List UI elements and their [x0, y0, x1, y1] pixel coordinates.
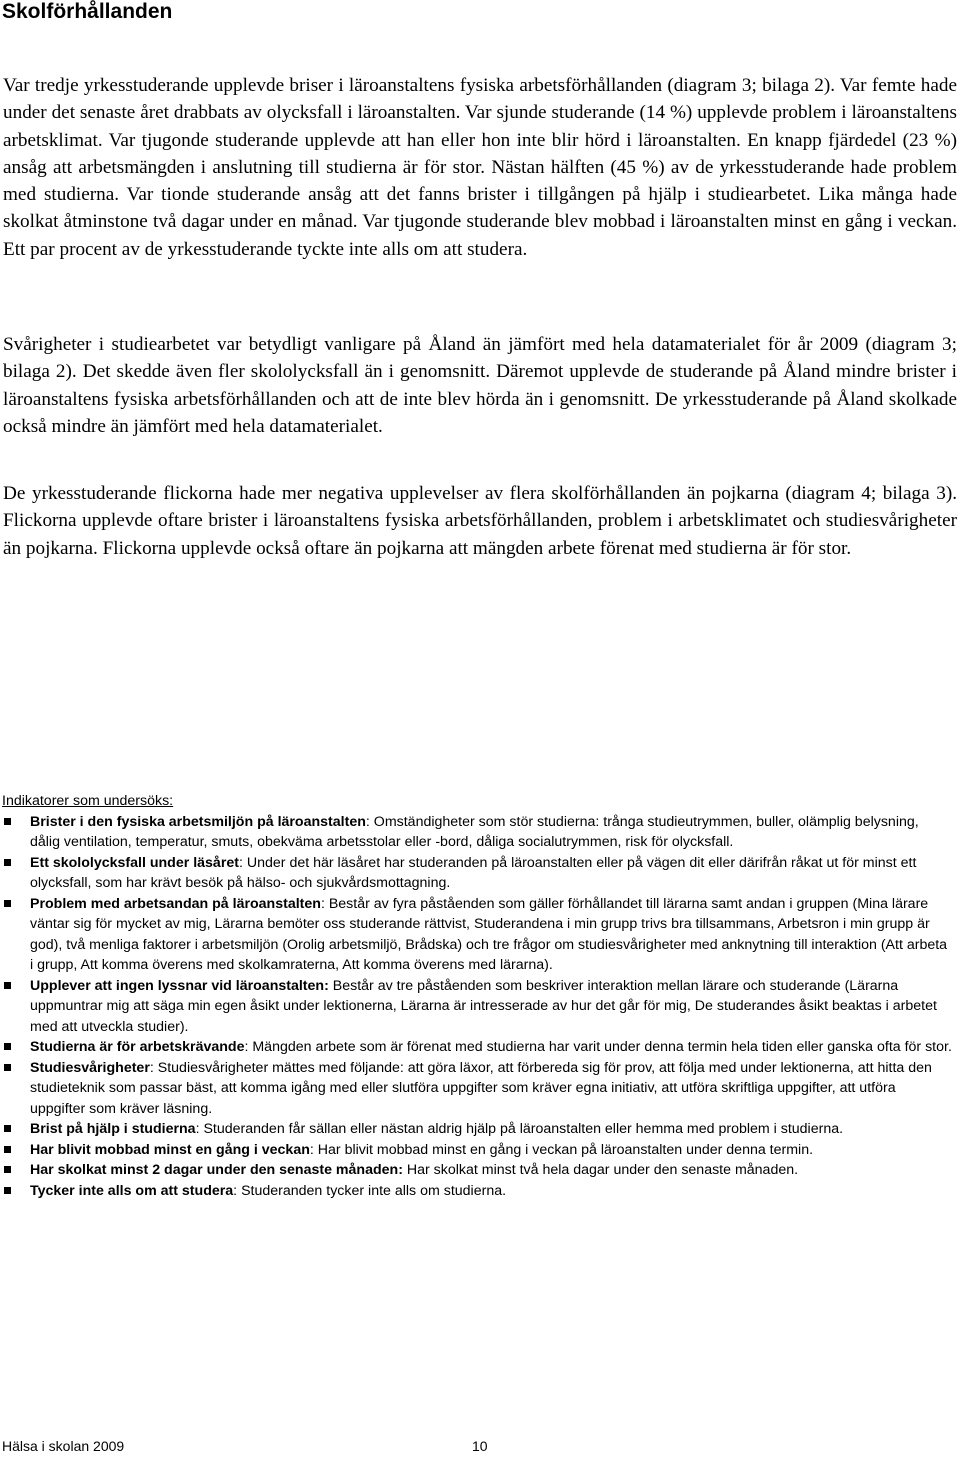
footer-page-number: 10 — [472, 1438, 488, 1454]
indicator-term: Brister i den fysiska arbetsmiljön på läroanstalten — [30, 813, 366, 830]
indicators-section — [2, 791, 952, 1201]
square-bullet-icon — [4, 1187, 11, 1194]
indicator-term: Har blivit mobbad minst en gång i veckan — [30, 1141, 310, 1158]
indicator-term: Studiesvårigheter — [30, 1059, 150, 1076]
indicator-description: Studiesvårigheter mättes med följande: att göra läxor, att förbereda sig för prov, att följa med under lektionerna, att hitta den studieteknik som passar bäst, att komma igång med eller slutföra uppgifter som kräver egna initiativ, att utföra skriftliga uppgifter, att utföra uppgifter som kräver läsning. — [30, 1059, 932, 1117]
indicator-item — [2, 1181, 952, 1202]
indicator-description: Studeranden tycker inte alls om studierna. — [237, 1182, 507, 1199]
footer-publication: Hälsa i skolan 2009 — [2, 1438, 125, 1454]
indicator-term: Upplever att ingen lyssnar vid läroanstalten: — [30, 977, 329, 994]
indicator-item — [2, 1140, 952, 1161]
indicator-item — [2, 1119, 952, 1140]
indicator-term: Problem med arbetsandan på läroanstalten — [30, 895, 321, 912]
indicator-description: Har blivit mobbad minst en gång i veckan på läroanstalten under denna termin. — [313, 1141, 814, 1158]
square-bullet-icon — [4, 859, 11, 866]
square-bullet-icon — [4, 1146, 11, 1153]
indicator-item — [2, 976, 952, 1038]
indicator-item — [2, 812, 952, 853]
square-bullet-icon — [4, 900, 11, 907]
page-title: Skolförhållanden — [2, 0, 173, 23]
indicator-term: Brist på hjälp i studierna — [30, 1121, 196, 1137]
indicator-item — [2, 894, 952, 976]
indicator-item — [2, 1160, 952, 1181]
indicator-separator: : — [238, 854, 243, 871]
indicator-separator: : — [195, 1121, 200, 1137]
indicator-separator: : — [244, 1039, 249, 1055]
indicator-item — [2, 1037, 952, 1058]
indicator-separator: : — [149, 1059, 154, 1076]
indicator-description: Består av fyra påståenden som gäller förhållandet till lärarna samt andan i gruppen (Mina lärare väntar sig för mycket av mig, Lärarna bemöter oss studerande rättvist, Studerandena i min grupp trivs bra tillsammans, Arbetsron i min grupp är god), två menliga faktorer i arbetsmiljön (Orolig arbetsmiljö, Brådska) och tre frågor om studiesvårigheter med anknytning till interaktion (Att arbeta i grupp, Att komma överens med skolkamraterna, Att komma överens med lärarna). — [30, 895, 948, 973]
square-bullet-icon — [4, 818, 11, 825]
indicator-term: Studierna är för arbetskrävande — [30, 1039, 245, 1055]
indicator-term: Har skolkat minst 2 dagar under den senaste månaden: — [30, 1162, 403, 1178]
body-paragraph-2: Svårigheter i studiearbetet var betydligt vanligare på Åland än jämfört med hela datamaterialet för år 2009 (diagram 3; bilaga 2). Det skedde även fler skololycksfall än i genomsnitt. Däremot upplevde de studerande på Åland mindre brister i läroanstaltens fysiska arbetsförhållanden och att de inte blev hörda än i genomsnitt. De yrkesstuderande på Åland skolkade också mindre än jämfört med hela datamaterialet. — [3, 334, 957, 437]
indicator-item — [2, 853, 952, 894]
square-bullet-icon — [4, 1064, 11, 1071]
indicators-heading: Indikatorer som undersöks: — [2, 793, 174, 809]
indicator-description: Mängden arbete som är förenat med studierna har varit under denna termin hela tiden eller ganska ofta för stor. — [248, 1039, 952, 1055]
square-bullet-icon — [4, 1125, 11, 1132]
indicator-description: Består av tre påståenden som beskriver interaktion mellan lärare och studerande (Lärarna uppmuntrar mig att säga min egen åsikt under lektionerna, Lärarna är intresserade av hur det går för mig, De studerandes åsikt beaktas i arbetet med att utveckla studier). — [30, 977, 937, 1035]
indicator-term: Ett skololycksfall under läsåret — [30, 854, 239, 871]
indicators-list — [2, 812, 952, 1202]
indicator-description: Studeranden får sällan eller nästan aldrig hjälp på läroanstalten eller hemma med problem i studierna. — [199, 1121, 844, 1137]
square-bullet-icon — [4, 1166, 11, 1173]
indicator-term: Tycker inte alls om att studera — [30, 1182, 234, 1199]
indicator-description: Har skolkat minst två hela dagar under den senaste månaden. — [402, 1162, 799, 1178]
indicator-description: Omständigheter som stör studierna: trånga studieutrymmen, buller, olämplig belysning, dålig ventilation, temperatur, smuts, obekväma arbetsstolar eller -bord, dåliga socialutrymmen, risk för olycksfall. — [30, 813, 919, 850]
indicator-separator: : — [309, 1141, 314, 1158]
indicator-separator: : — [233, 1182, 238, 1199]
indicator-separator: : — [320, 895, 325, 912]
body-paragraph-3: De yrkesstuderande flickorna hade mer negativa upplevelser av flera skolförhållanden än pojkarna (diagram 4; bilaga 3). Flickorna upplevde oftare brister i läroanstaltens fysiska arbetsförhållanden, problem i arbetsklimatet och studiesvårigheter än pojkarna. Flickorna upplevde också oftare än pojkarna att mängden arbete förenat med studierna är för stor. — [3, 483, 957, 559]
square-bullet-icon — [4, 982, 11, 989]
indicator-item — [2, 1058, 952, 1120]
indicator-description: Under det här läsåret har studeranden på läroanstalten eller på vägen dit eller därifrån råkat ut för minst ett olycksfall, som har krävt besök på hälso- och sjukvårdsmottagning. — [30, 854, 917, 891]
square-bullet-icon — [4, 1043, 11, 1050]
indicator-separator: : — [365, 813, 370, 830]
body-paragraph-1: Var tredje yrkesstuderande upplevde briser i läroanstaltens fysiska arbetsförhållanden (diagram 3; bilaga 2). Var femte hade under det senaste året drabbats av olycksfall i läroanstalten. Var sjunde studerande (14 %) upplevde problem i läroanstaltens arbetsklimat. Var tjugonde studerande upplevde att han eller hon inte blir hörd i läroanstalten. En knapp fjärdedel (23 %) ansåg att arbetsmängden i anslutning till studierna är för stor. Nästan hälften (45 %) av de yrkesstuderande hade problem med studierna. Var tionde studerande ansåg att det fanns brister i tillgången på hjälp i studiearbetet. Lika många hade skolkat åtminstone två dagar under en månad. Var tjugonde studerande blev mobbad i läroanstalten minst en gång i veckan. Ett par procent av de yrkesstuderande tyckte inte alls om att studera. — [3, 75, 957, 260]
